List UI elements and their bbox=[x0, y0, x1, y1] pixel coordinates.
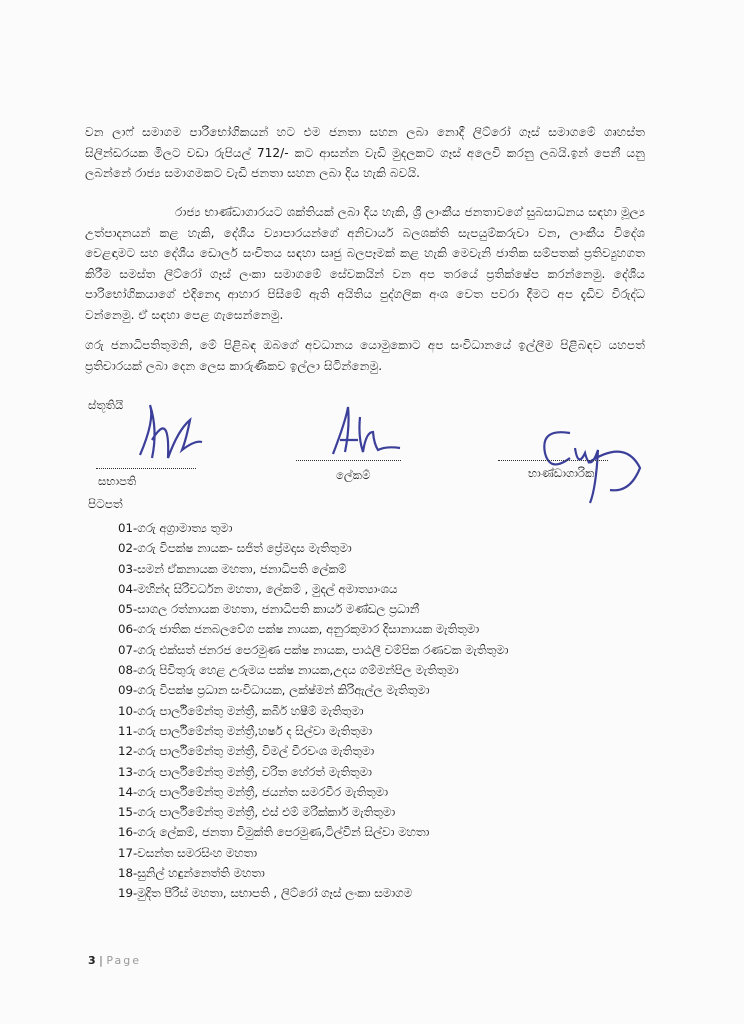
paragraph-1-text: වන ලාෆ් සමාගම පාරිභෝගිකයන් හට එම ජනතා සහන ලබා නොදී ලිට්රෝ ගෑස් සමාගමේ ගෘහස්ත සිලින්ඩරයක මිලට වඩා රුපියල් 712/- කට ආසන්න වැඩි මුදලකට ගෑස් අලෙවි කරනු ලබයි.ඉන් පෙනී යනු ලබන්නේ රාජ්‍ය සමාගමකට වැඩි ජනතා සහන ලබා දිය හැකි බවයි. bbox=[85, 125, 645, 180]
list-item: 06-ගරු ජාතික ජනබලවේග පක්ෂ නායක, අනුරකුමාර දිසානායක මැතිතුමා bbox=[118, 622, 480, 637]
list-item: 12-ගරු පාර්ලිමේන්තු මන්ත්‍රී, විමල් වීරවංශ මැතිතුමා bbox=[118, 744, 375, 759]
list-item: 08-ගරු පිවිතුරු හෙළ උරුමය පක්ෂ නායක,උදය ගම්මන්පිල මැතිතුමා bbox=[118, 663, 459, 678]
list-item: 09-ගරු විපක්ෂ ප්‍රධාන සංවිධායක, ලක්ෂ්මන් කිරිඇල්ල මැතිතුමා bbox=[118, 683, 430, 698]
cc-heading: පිටපත් bbox=[88, 497, 123, 511]
page-word: Page bbox=[106, 954, 142, 967]
list-item: 14-ගරු පාර්ලිමේන්තු මන්ත්‍රී, ජයන්ත සමරවීර මැතිතුමා bbox=[118, 784, 388, 799]
list-item: 19-මුදිත පීරිස් මහතා, සභාපති , ලිට්රෝ ගෑස් ලංකා සමාගම bbox=[118, 886, 413, 901]
secretary-signature bbox=[318, 402, 408, 462]
paragraph-2-text: රාජ්‍ය භාණ්ඩාගාරයට ශක්තියක් ලබා දිය හැකි, ශ්‍රී ලාංකීය ජනතාවගේ සුබසාධනය සඳහා මූල්‍ය උත්පාදනයන් කළ හැකි, දේශීය ව්‍යාපාරයන්ගේ අනිවාර්ය බලශක්ති සැපයුම්කරුවා වන, ලාංකීය විදේශ වෙළඳාමට සහ දේශීය ඩොලර් සංචිතය සඳහා සෘජු බලපෑමක් කළ හැකි මෙවැනි ජාතික සම්පතක් ප්‍රතිව්‍යුහගත කිරීම සමස්ත ලිට්රෝ ගෑස් ලංකා සමාගමේ සේවකයින් වන අප තරයේ ප්‍රතික්ෂේප කරන්නෙමු. දේශීය පාරිභෝගිකයාගේ එදිනෙදා ආහාර පිසීමේ ඇති අයිතිය පුද්ගලික අංශ වෙත පවරා දීමට අප දැඩිව විරුද්ධ වන්නෙමු. ඒ සඳහා පෙළ ගැසෙන්නෙමු. bbox=[85, 205, 645, 322]
list-item: 15-ගරු පාර්ලිමේන්තු මන්ත්‍රී, එස් එම් මරික්කාර් මැතිතුමා bbox=[118, 805, 396, 820]
paragraph-3-text: ගරු ජනාධිපතිතුමනි, මේ පිළිබඳ ඔබගේ අවධානය යොමුකොට අප සංවිධානයේ ඉල්ලීම පිළිබඳව යහපත් ප්‍රතිචාරයක් ලබා දෙන ලෙස කාරුණිකව ඉල්ලා සිටින්නෙමු. bbox=[85, 338, 645, 373]
list-item: 02-ගරු විපක්ෂ නායක- සජිත් ප්‍රේමදාස මැතිතුමා bbox=[118, 541, 352, 556]
secretary-signature-line bbox=[296, 460, 401, 461]
footer-separator: | bbox=[99, 954, 103, 967]
list-item: 04-මහින්ද සිරිවර්ධන මහතා, ලේකම් , මුදල් අමාත්‍යාංශය bbox=[118, 581, 398, 596]
list-item: 05-සාගල රත්නායක මහතා, ජනාධිපති කාර්ය මණ්ඩල ප්‍රධානී bbox=[118, 602, 420, 617]
paragraph-2 bbox=[85, 202, 645, 325]
president-signature-line bbox=[96, 468, 196, 469]
page-number: 3 bbox=[88, 954, 96, 967]
page-footer bbox=[88, 954, 141, 967]
treasurer-signature bbox=[530, 418, 650, 508]
list-item: 18-සුනිල් හඳුන්නෙත්ති මහතා bbox=[118, 866, 265, 881]
closing-thanks: ස්තූතියි bbox=[88, 398, 124, 412]
list-item: 17-වසන්ත සමරසිංහ මහතා bbox=[118, 845, 257, 860]
list-item: 01-ගරු අග්‍රාමාත්‍ය තුමා bbox=[118, 521, 233, 535]
list-item: 16-ගරු ලේකම්, ජනතා විමුක්ති පෙරමුණ,ටිල්වින් සිල්වා මහතා bbox=[118, 825, 430, 840]
treasurer-title: භාණ්ඩාගාරික bbox=[528, 466, 595, 480]
list-item: 10-ගරු පාර්ලිමේන්තු මන්ත්‍රී, කබීර් හෂීම් මැතිතුමා bbox=[118, 703, 364, 718]
list-item: 03-සමන් ඒකනායක මහතා, ජනාධිපති ලේකම් bbox=[118, 561, 347, 576]
secretary-title: ලේකම් bbox=[336, 468, 371, 482]
cc-list bbox=[118, 518, 638, 904]
paragraph-1 bbox=[85, 122, 645, 184]
treasurer-signature-line bbox=[498, 460, 608, 461]
president-title: සභාපති bbox=[98, 474, 137, 488]
president-signature bbox=[120, 400, 220, 470]
list-item: 13-ගරු පාර්ලිමේන්තු මන්ත්‍රී, චරිත හේරත් මැතිතුමා bbox=[118, 764, 372, 779]
list-item: 11-ගරු පාර්ලිමේන්තු මන්ත්‍රී,හර්ෂ ද සිල්වා මැතිතුමා bbox=[118, 723, 373, 738]
list-item: 07-ගරු එක්සත් ජනරජ පෙරමුණ පක්ෂ නායක, පාඨලී චම්පික රණවක මැතිතුමා bbox=[118, 642, 509, 657]
paragraph-3 bbox=[85, 335, 645, 376]
